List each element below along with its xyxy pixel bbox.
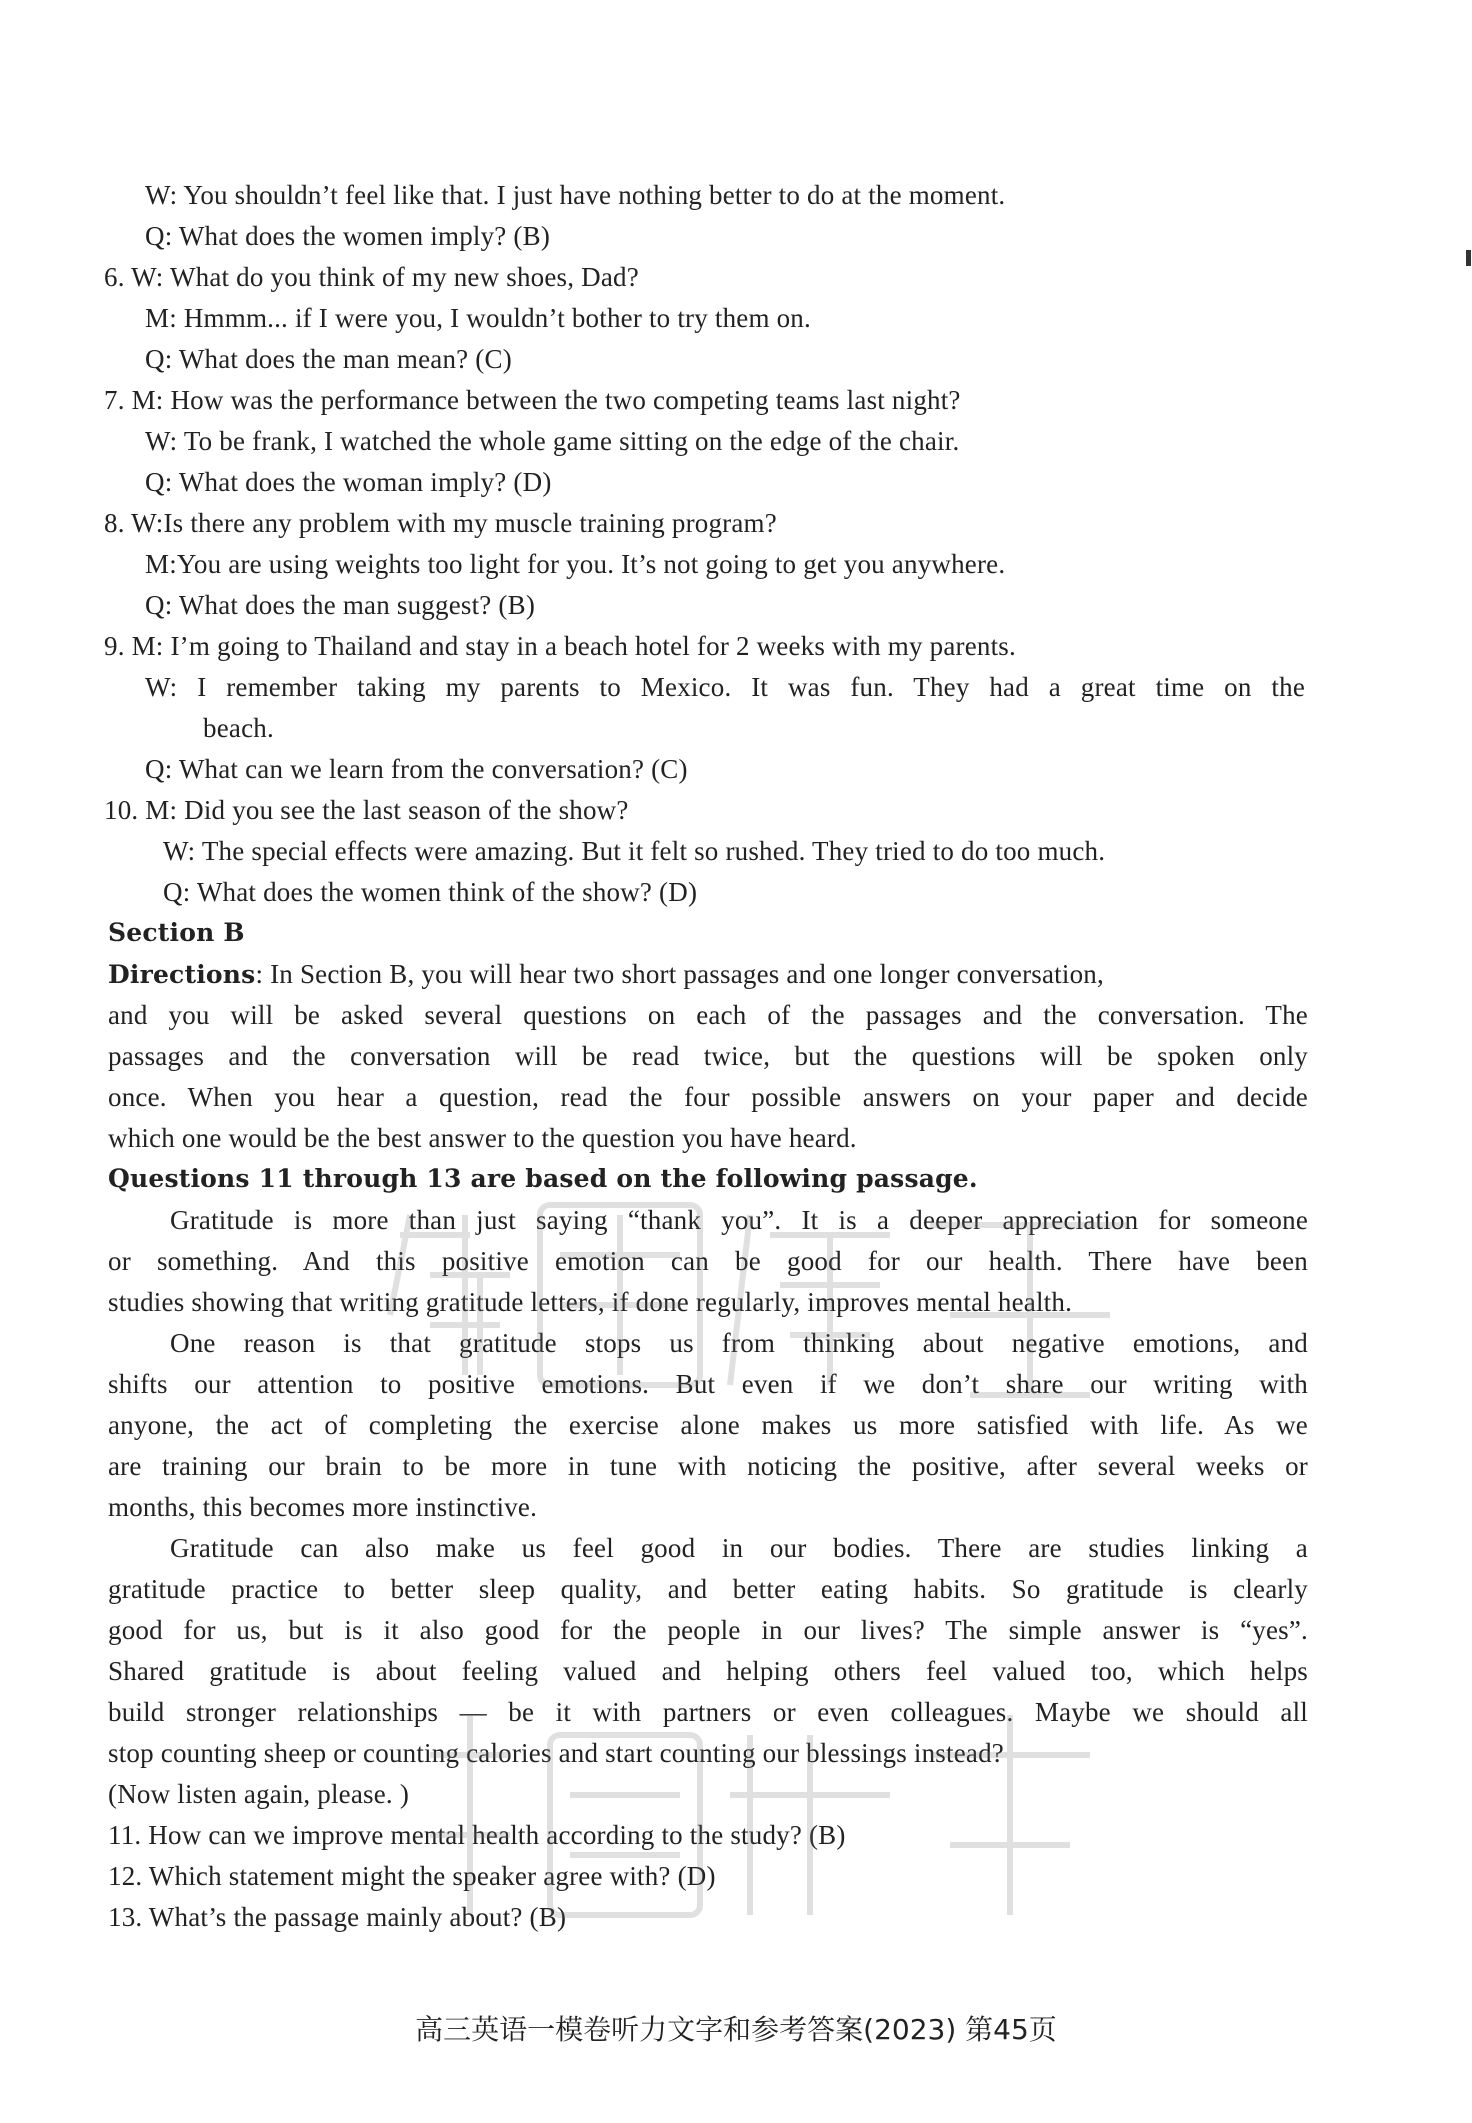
edge-mark (1466, 250, 1471, 266)
text-line: W: To be frank, I watched the whole game sitting on the edge of the chair. (145, 426, 960, 456)
question-item: 13. What’s the passage mainly about? (B) (108, 1902, 567, 1932)
text-line: stop counting sheep or counting calories and start counting our blessings instead? (108, 1738, 1004, 1768)
text-line: Q: What does the woman imply? (D) (145, 467, 552, 497)
text-line: W: I remember taking my parents to Mexico. It was fun. They had a great time on the (145, 672, 1305, 702)
text-line: anyone, the act of completing the exercise alone makes us more satisfied with life. As we (108, 1410, 1308, 1440)
text-line: once. When you hear a question, read the four possible answers on your paper and decide (108, 1082, 1308, 1112)
text-line: studies showing that writing gratitude letters, if done regularly, improves mental health. (108, 1287, 1073, 1317)
text-line: months, this becomes more instinctive. (108, 1492, 538, 1522)
text-line: passages and the conversation will be read twice, but the questions will be spoken only (108, 1041, 1308, 1071)
directions-line (108, 957, 1308, 992)
text-line: (Now listen again, please. ) (108, 1779, 410, 1809)
text-line: Gratitude is more than just saying “thank you”. It is a deeper appreciation for someone (170, 1205, 1308, 1235)
text-line: M: Hmmm... if I were you, I wouldn’t bother to try them on. (145, 303, 811, 333)
text-line: 8. W:Is there any problem with my muscle training program? (104, 508, 777, 538)
text-line: good for us, but is it also good for the people in our lives? The simple answer is “yes”. (108, 1615, 1308, 1645)
text-line: Q: What can we learn from the conversation? (C) (145, 754, 688, 784)
text-line: Q: What does the man suggest? (B) (145, 590, 536, 620)
text-line: 9. M: I’m going to Thailand and stay in a beach hotel for 2 weeks with my parents. (104, 631, 1016, 661)
text-line: and you will be asked several questions on each of the passages and the conversation. The (108, 1000, 1308, 1030)
directions-label: Directions (108, 960, 256, 989)
text-line: or something. And this positive emotion can be good for our health. There have been (108, 1246, 1308, 1276)
text-line: Q: What does the women imply? (B) (145, 221, 551, 251)
directions-text: : In Section B, you will hear two short passages and one longer conversation, (255, 959, 1104, 989)
text-line: shifts our attention to positive emotions. But even if we don’t share our writing with (108, 1369, 1308, 1399)
text-line: gratitude practice to better sleep quality, and better eating habits. So gratitude is clearly (108, 1574, 1308, 1604)
question-item: 12. Which statement might the speaker agree with? (D) (108, 1861, 716, 1891)
section-heading: Section B (108, 918, 245, 947)
text-line: build stronger relationships — be it with partners or even colleagues. Maybe we should all (108, 1697, 1308, 1727)
text-line: beach. (203, 713, 274, 743)
text-line: Q: What does the man mean? (C) (145, 344, 512, 374)
text-line: 10. M: Did you see the last season of the show? (104, 795, 629, 825)
text-line: Shared gratitude is about feeling valued and helping others feel valued too, which helps (108, 1656, 1308, 1686)
text-line: are training our brain to be more in tune with noticing the positive, after several weeks or (108, 1451, 1308, 1481)
text-line: Gratitude can also make us feel good in our bodies. There are studies linking a (170, 1533, 1308, 1563)
text-line: W: You shouldn’t feel like that. I just have nothing better to do at the moment. (145, 180, 1006, 210)
question-item: 11. How can we improve mental health according to the study? (B) (108, 1820, 846, 1850)
text-line: 6. W: What do you think of my new shoes, Dad? (104, 262, 639, 292)
text-line: One reason is that gratitude stops us from thinking about negative emotions, and (170, 1328, 1308, 1358)
text-line: Q: What does the women think of the show? (D) (163, 877, 698, 907)
page-footer: 高三英语一模卷听力文字和参考答案(2023) 第45页 (415, 2013, 1057, 2046)
text-line: 7. M: How was the performance between the two competing teams last night? (104, 385, 961, 415)
text-line: which one would be the best answer to the question you have heard. (108, 1123, 857, 1153)
text-line: W: The special effects were amazing. But it felt so rushed. They tried to do too much. (163, 836, 1106, 866)
questions-heading: Questions 11 through 13 are based on the following passage. (108, 1164, 978, 1193)
text-line: M:You are using weights too light for you. It’s not going to get you anywhere. (145, 549, 1006, 579)
